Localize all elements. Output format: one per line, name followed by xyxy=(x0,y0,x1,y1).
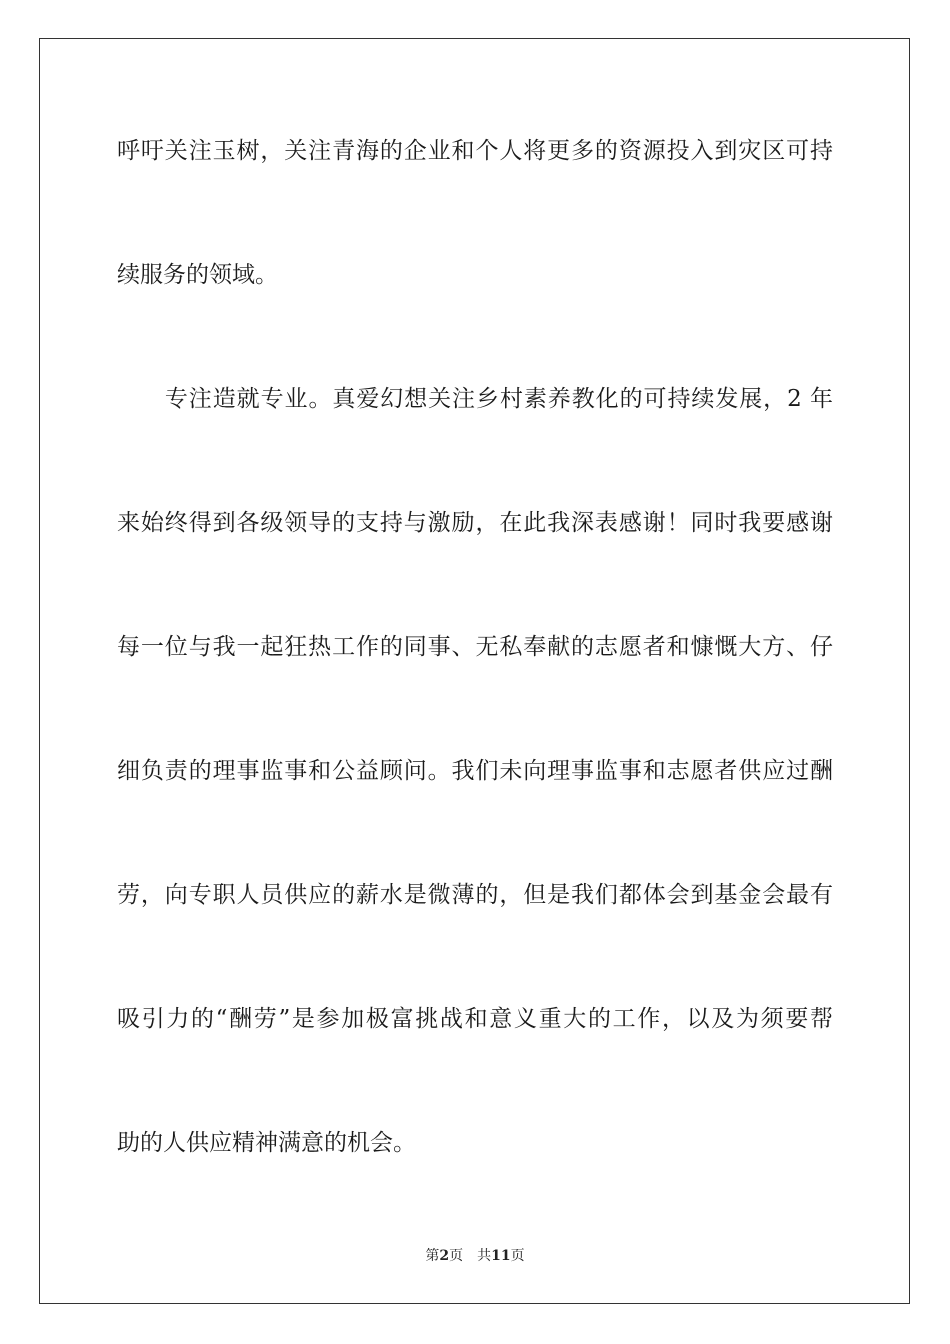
paragraph-line-9: 助的人供应精神满意的机会。 xyxy=(117,1130,416,1156)
footer-total-number: 11 xyxy=(491,1248,511,1264)
footer-page-suffix: 页 xyxy=(449,1248,464,1264)
footer-page-number: 2 xyxy=(439,1248,450,1264)
paragraph-line-3: 专注造就专业。真爱幻想关注乡村素养教化的可持续发展，2 年 xyxy=(117,386,833,412)
paragraph-line-4: 来始终得到各级领导的支持与激励，在此我深表感谢！同时我要感谢 xyxy=(117,510,833,536)
page-footer xyxy=(0,1247,950,1265)
paragraph-line-8: 吸引力的“酬劳”是参加极富挑战和意义重大的工作，以及为须要帮 xyxy=(117,1006,833,1032)
paragraph-line-5: 每一位与我一起狂热工作的同事、无私奉献的志愿者和慷慨大方、仔 xyxy=(117,634,833,660)
paragraph-line-6: 细负责的理事监事和公益顾问。我们未向理事监事和志愿者供应过酬 xyxy=(117,758,833,784)
paragraph-line-1: 呼吁关注玉树，关注青海的企业和个人将更多的资源投入到灾区可持 xyxy=(117,138,833,164)
footer-total-prefix: 共 xyxy=(477,1248,492,1264)
page-border xyxy=(39,38,910,1304)
footer-page-prefix: 第 xyxy=(425,1248,440,1264)
paragraph-line-7: 劳，向专职人员供应的薪水是微薄的，但是我们都体会到基金会最有 xyxy=(117,882,833,908)
footer-total-suffix: 页 xyxy=(510,1248,525,1264)
paragraph-line-2: 续服务的领域。 xyxy=(117,262,278,288)
